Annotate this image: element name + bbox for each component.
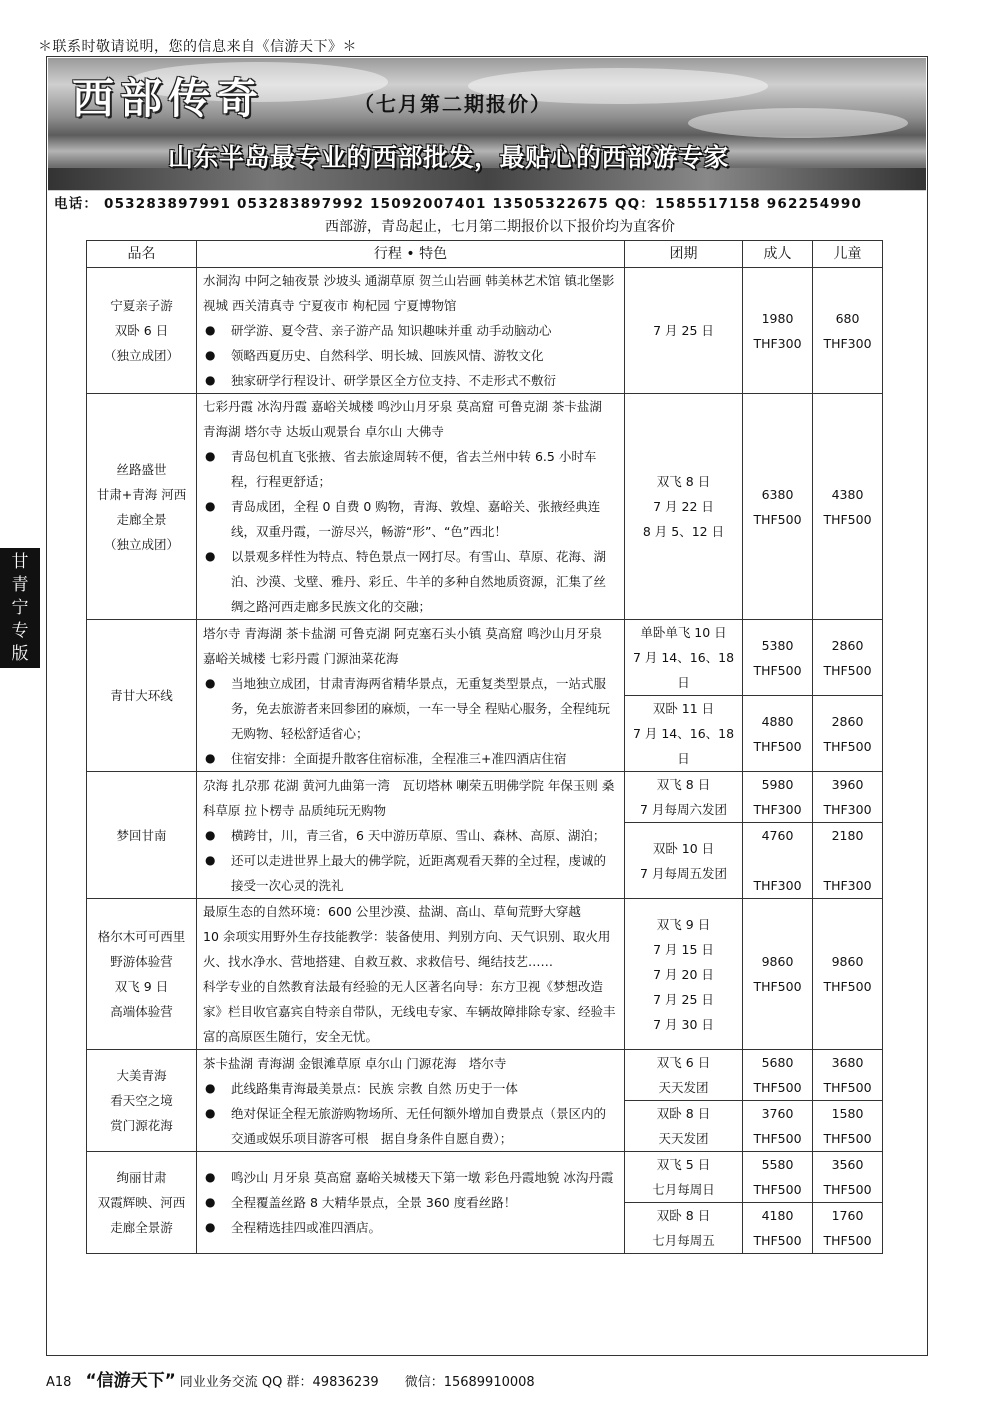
itinerary-line: 最原生态的自然环境：600 公里沙漠、盐湖、高山、草甸荒野大穿越: [203, 904, 581, 919]
adult-price: 5380 THF500: [743, 620, 813, 696]
tour-itinerary: [197, 1050, 625, 1152]
child-price: 3560 THF500: [813, 1152, 883, 1203]
child-price: 3680 THF500: [813, 1050, 883, 1101]
tour-date: 7 月 25 日: [625, 268, 743, 394]
tour-itinerary: [197, 268, 625, 394]
itinerary-line: 茶卡盐湖 青海湖 金银滩草原 卓尔山 门源花海 塔尔寺: [203, 1055, 507, 1071]
adult-price: 5580 THF500: [743, 1152, 813, 1203]
child-price: 3960 THF300: [813, 772, 883, 823]
header-adult: 成人: [743, 241, 813, 268]
tour-name: 丝路盛世 甘肃+青海 河西走廊全景 （独立成团）: [87, 394, 197, 620]
header-child: 儿童: [813, 241, 883, 268]
child-price: 1760 THF500: [813, 1203, 883, 1254]
itinerary-line: 水洞沟 中阿之轴夜景 沙坡头 通湖草原 贺兰山岩画 韩美林艺术馆 镇北堡影视城 西关清真寺 宁夏夜市 枸杞园 宁夏博物馆: [203, 273, 615, 313]
page-number: A18: [46, 1375, 72, 1390]
itinerary-bullet: ● 鸣沙山 月牙泉 莫高窟 嘉峪关城楼天下第一墩 彩色丹霞地貌 冰沟丹霞: [203, 1165, 618, 1190]
table-row: [87, 899, 883, 1050]
tour-date: 双飞 6 日 天天发团: [625, 1050, 743, 1101]
tour-date: 双卧 11 日 7 月 14、16、18 日: [625, 696, 743, 772]
price-table: [86, 240, 883, 1254]
child-price: 4380 THF500: [813, 394, 883, 620]
itinerary-line: 科学专业的自然教育法最有经验的无人区著名向导：东方卫视《梦想改造家》栏目收官嘉宾自特亲自带队，无线电专家、车辆故障排除专家、经验丰富的高原医生随行，安全无忧。: [203, 979, 616, 1044]
adult-price: 5680 THF500: [743, 1050, 813, 1101]
tour-date: 单卧单飞 10 日 7 月 14、16、18 日: [625, 620, 743, 696]
tour-itinerary: [197, 899, 625, 1050]
itinerary-bullet: ● 住宿安排：全面提升散客住宿标准，全程准三+准四酒店住宿: [203, 746, 618, 771]
child-price: 2860 THF500: [813, 620, 883, 696]
adult-price: 9860 THF500: [743, 899, 813, 1050]
itinerary-bullet: ● 以景观多样性为特点、特色景点一网打尽。有雪山、草原、花海、湖泊、沙漠、戈壁、雅丹、彩丘、牛羊的多种自然地质资源，汇集了丝绸之路河西走廊多民族文化的交融；: [203, 544, 618, 619]
adult-price: 3760 THF500: [743, 1101, 813, 1152]
top-note: ＊联系时敬请说明，您的信息来自《信游天下》＊: [38, 39, 357, 55]
table-row: [87, 620, 883, 696]
tour-date: 双卧 8 日 天天发团: [625, 1101, 743, 1152]
table-row: [87, 1152, 883, 1203]
itinerary-bullet: ● 全程精选挂四或准四酒店。: [203, 1215, 618, 1240]
tour-date: 双卧 10 日 7 月每周五发团: [625, 823, 743, 899]
price-intro: 西部游，青岛起止，七月第二期报价以下报价均为直客价: [325, 219, 675, 235]
adult-price: 4880 THF500: [743, 696, 813, 772]
table-row: [87, 772, 883, 823]
header-itinerary: 行程 • 特色: [197, 241, 625, 268]
itinerary-line: 10 余项实用野外生存技能教学：装备使用、判别方向、天气识别、取火用火、找水净水、营地搭建、自救互救、求救信号、绳结技艺……: [203, 929, 611, 969]
itinerary-bullet: ● 横跨甘，川，青三省，6 天中游历草原、雪山、森林、高原、湖泊；: [203, 823, 618, 848]
tour-date: 双飞 8 日 7 月每周六发团: [625, 772, 743, 823]
section-side-tab: [0, 548, 40, 668]
adult-price: 1980 THF300: [743, 268, 813, 394]
tour-date: 双卧 8 日 七月每周五: [625, 1203, 743, 1254]
table-row: [87, 268, 883, 394]
header-dates: 团期: [625, 241, 743, 268]
itinerary-bullet: ● 还可以走进世界上最大的佛学院，近距离观看天葬的全过程，虔诚的接受一次心灵的洗礼: [203, 848, 618, 898]
tour-name: 大美青海 看天空之境 赏门源花海: [87, 1050, 197, 1152]
tour-itinerary: [197, 394, 625, 620]
tour-name: 绚丽甘肃 双霞辉映、河西走廊全景游: [87, 1152, 197, 1254]
itinerary-bullet: ● 全程覆盖丝路 8 大精华景点，全景 360 度看丝路！: [203, 1190, 618, 1215]
banner-subtitle: （七月第二期报价）: [354, 92, 552, 116]
tour-name: 宁夏亲子游 双卧 6 日 （独立成团）: [87, 268, 197, 394]
itinerary-bullet: ● 研学游、夏令营、亲子游产品 知识趣味并重 动手动脑动心: [203, 318, 618, 343]
tour-itinerary: [197, 1152, 625, 1254]
tour-name: 青甘大环线: [87, 620, 197, 772]
adult-price: 5980 THF300: [743, 772, 813, 823]
tour-name: 格尔木可可西里野游体验营 双飞 9 日 高端体验营: [87, 899, 197, 1050]
tour-itinerary: [197, 620, 625, 772]
itinerary-bullet: ● 独家研学行程设计、研学景区全方位支持、不走形式不敷衍: [203, 368, 618, 393]
side-tab-label: 甘 青 宁 专 版: [11, 552, 29, 664]
itinerary-bullet: ● 青岛成团，全程 0 自费 0 购物，青海、敦煌、嘉峪关、张掖经典连线，双重丹霞，一游尽兴，畅游“形”、“色”西北！: [203, 494, 618, 544]
footer-brand: “信游天下”: [85, 1371, 176, 1391]
itinerary-line: 尕海 扎尕那 花湖 黄河九曲第一湾 瓦切塔林 喇荣五明佛学院 年保玉则 桑科草原 拉卜楞寺 品质纯玩无购物: [203, 777, 615, 818]
adult-price: 4760 THF300: [743, 823, 813, 899]
child-price: 1580 THF500: [813, 1101, 883, 1152]
banner-title: 西部传奇: [72, 74, 265, 123]
itinerary-bullet: ● 青岛包机直飞张掖、省去旅途周转不便，省去兰州中转 6.5 小时车程，行程更舒适；: [203, 444, 618, 494]
table-row: [87, 1050, 883, 1101]
adult-price: 6380 THF500: [743, 394, 813, 620]
itinerary-bullet: ● 领略西夏历史、自然科学、明长城、回族风情、游牧文化: [203, 343, 618, 368]
itinerary-bullet: ● 此线路集青海最美景点：民族 宗教 自然 历史于一体: [203, 1076, 618, 1101]
itinerary-line: 塔尔寺 青海湖 茶卡盐湖 可鲁克湖 阿克塞石头小镇 莫高窟 鸣沙山月牙泉 嘉峪关城楼 七彩丹霞 门源油菜花海: [203, 625, 602, 666]
footer-contact: 同业业务交流 QQ 群：49836239 微信：15689910008: [179, 1375, 535, 1390]
child-price: 2180 THF300: [813, 823, 883, 899]
tour-date: 双飞 9 日 7 月 15 日 7 月 20 日 7 月 25 日 7 月 30 日: [625, 899, 743, 1050]
itinerary-bullet: ● 绝对保证全程无旅游购物场所、无任何额外增加自费景点（景区内的交通或娱乐项目游客可根 据自身条件自愿自费）；: [203, 1101, 618, 1151]
tour-name: 梦回甘南: [87, 772, 197, 899]
itinerary-line: 七彩丹霞 冰沟丹霞 嘉峪关城楼 鸣沙山月牙泉 莫高窟 可鲁克湖 茶卡盐湖 青海湖 塔尔寺 达坂山观景台 卓尔山 大佛寺: [203, 399, 602, 439]
child-price: 9860 THF500: [813, 899, 883, 1050]
tour-itinerary: [197, 772, 625, 899]
child-price: 2860 THF500: [813, 696, 883, 772]
header-name: 品名: [87, 241, 197, 268]
table-row: [87, 394, 883, 620]
itinerary-bullet: ● 当地独立成团，甘肃青海两省精华景点，无重复类型景点，一站式服务，免去旅游者来回参团的麻烦，一车一导全 程贴心服务，全程纯玩无购物、轻松舒适省心；: [203, 671, 618, 746]
footer: [46, 1366, 535, 1391]
tour-date: 双飞 5 日 七月每周日: [625, 1152, 743, 1203]
header-banner: [48, 58, 926, 191]
child-price: 680 THF300: [813, 268, 883, 394]
table-header-row: [87, 241, 883, 268]
banner-slogan: 山东半岛最专业的西部批发，最贴心的西部游专家: [168, 143, 730, 172]
contact-phones: 电话： 053283897991 053283897992 15092007401 13505322675 QQ：1585517158 962254990: [54, 196, 863, 212]
tour-date: 双飞 8 日 7 月 22 日 8 月 5、12 日: [625, 394, 743, 620]
adult-price: 4180 THF500: [743, 1203, 813, 1254]
